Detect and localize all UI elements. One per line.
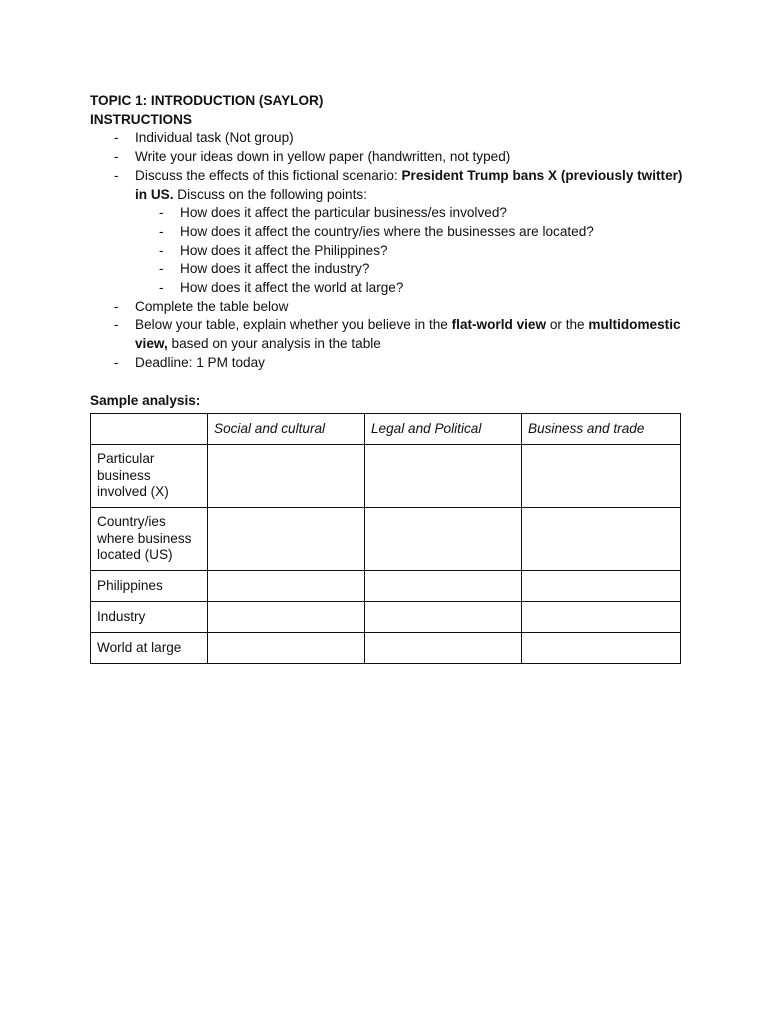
row-label: Particular business involved (X) (91, 445, 208, 508)
explain-bold-flat: flat-world view (451, 317, 547, 333)
table-row (91, 571, 681, 602)
table-cell (365, 633, 522, 664)
row-label: Industry (91, 602, 208, 633)
header-cell: Social and cultural (208, 414, 365, 445)
table-row (91, 633, 681, 664)
sample-analysis-label: Sample analysis: (90, 392, 201, 408)
instruction-item: - Write your ideas down in yellow paper (handwritten, not typed) (90, 148, 690, 167)
table-cell (208, 445, 365, 508)
scenario-bold: President Trump bans X (previously twitter) in US. (135, 167, 683, 202)
table-row (91, 445, 681, 508)
analysis-table (90, 413, 681, 664)
scenario-prefix: Discuss the effects of this fictional scenario: (135, 167, 402, 183)
table-cell (208, 602, 365, 633)
instruction-item: - Individual task (Not group) (90, 129, 690, 148)
table-cell (522, 571, 681, 602)
header-cell: Business and trade (522, 414, 681, 445)
instruction-item-deadline: - Deadline: 1 PM today (90, 354, 690, 373)
explain-suffix: based on your analysis in the table (167, 336, 381, 352)
document-content (90, 92, 690, 410)
instruction-item: - Complete the table below (90, 298, 690, 317)
scenario-points (135, 204, 690, 298)
table-cell (522, 602, 681, 633)
scenario-point: - How does it affect the Philippines? (135, 242, 690, 261)
row-label: Country/ies where business located (US) (91, 508, 208, 571)
explain-bold-multi: multidomestic view, (135, 317, 681, 352)
instruction-item-scenario (90, 167, 690, 298)
scenario-point: - How does it affect the industry? (135, 260, 690, 279)
table-cell (208, 508, 365, 571)
scenario-point: - How does it affect the world at large? (135, 279, 690, 298)
table-row (91, 602, 681, 633)
document-title: TOPIC 1: INTRODUCTION (SAYLOR) (90, 93, 324, 108)
table-row (91, 508, 681, 571)
instruction-item-explain (90, 316, 690, 353)
table-cell (522, 445, 681, 508)
table-cell (365, 508, 522, 571)
instructions-list (90, 129, 690, 372)
explain-prefix: Below your table, explain whether you believe in the (135, 317, 452, 333)
row-label: World at large (91, 633, 208, 664)
scenario-point: - How does it affect the particular business/es involved? (135, 204, 690, 223)
scenario-point: - How does it affect the country/ies where the businesses are located? (135, 223, 690, 242)
header-cell: Legal and Political (365, 414, 522, 445)
row-label: Philippines (91, 571, 208, 602)
scenario-suffix: Discuss on the following points: (173, 186, 367, 202)
header-cell-empty (91, 414, 208, 445)
table-header-row (91, 414, 681, 445)
table-cell (208, 571, 365, 602)
table-cell (522, 633, 681, 664)
explain-middle: or the (546, 317, 589, 333)
table-cell (208, 633, 365, 664)
table-cell (522, 508, 681, 571)
table-cell (365, 571, 522, 602)
instructions-heading: INSTRUCTIONS (90, 111, 192, 127)
table-cell (365, 602, 522, 633)
table-cell (365, 445, 522, 508)
